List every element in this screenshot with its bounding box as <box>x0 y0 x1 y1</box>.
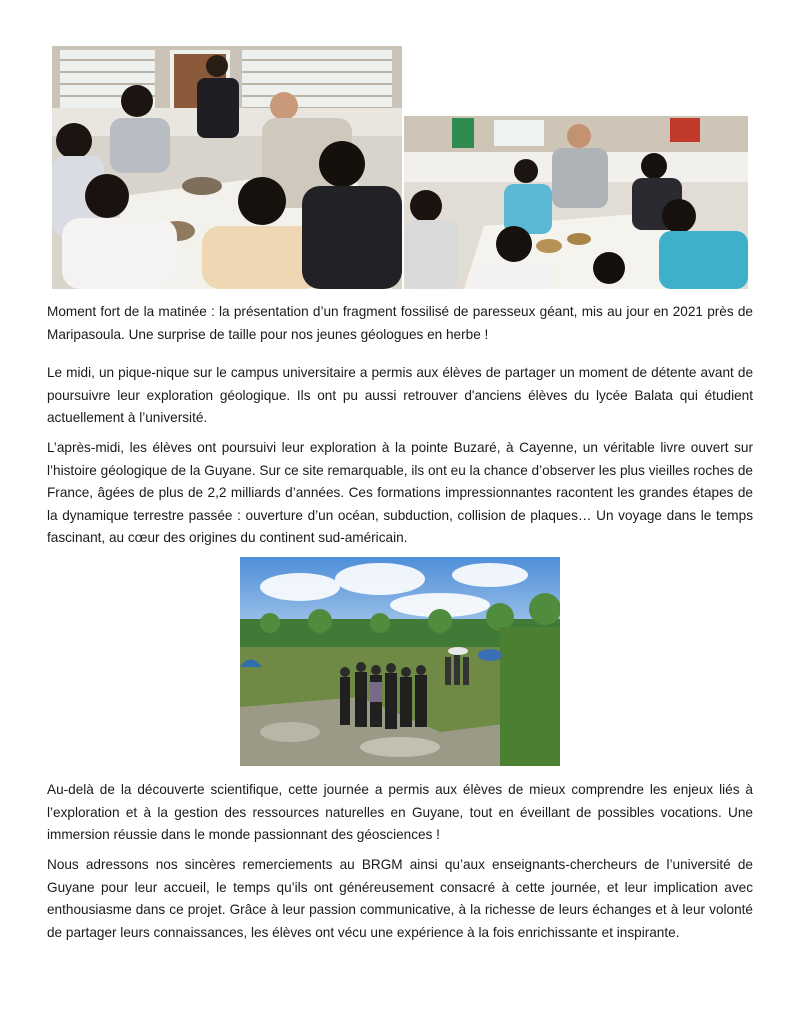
paragraph-picnic: Le midi, un pique-nique sur le campus universitaire a permis aux élèves de partager un moment de détente avant de poursuivre leur exploration géologique. Ils ont pu aussi retrouver d'anciens élèves du lycée Balata qui étudient actuellement à l’université. <box>47 365 753 425</box>
photo-lab-students-right <box>404 116 748 289</box>
paragraph-pointe-buzare: L’après-midi, les élèves ont poursuivi leur exploration à la pointe Buzaré, à Cayenne, un véritable livre ouvert sur l’histoire géologique de la Guyane. Sur ce site remarquable, ils ont eu la chance d’observer les plus vieilles roches de France, âgées de plus de 2,2 milliards d’années. Ces formations impressionnantes racontent les grandes étapes de la dynamique terrestre passée : ouverture d’un océan, subduction, collision de plaques… Un voyage dans le temps fascinant, au cœur des origines du continent sud-américain. <box>47 440 753 545</box>
paragraph-conclusion: Au-delà de la découverte scientifique, cette journée a permis aux élèves de mieux comprendre les enjeux liés à l’exploration et à la gestion des ressources naturelles en Guyane, tout en éveillant de possibles vocations. Une immersion réussie dans le monde passionnant des géosciences ! <box>47 782 753 842</box>
photo-lab-students-left <box>52 46 402 289</box>
paragraph-thanks: Nous adressons nos sincères remerciements au BRGM ainsi qu’aux enseignants-chercheurs de l’université de Guyane pour leur accueil, le temps qu’ils ont généreusement consacré à cette journée, et leur implication avec enthousiasme dans ce projet. Grâce à leur passion communicative, à la richesse de leurs échanges et à leur volonté de partager leurs connaissances, les élèves ont vécu une expérience à la fois enrichissante et inspirante. <box>47 857 753 940</box>
photo-field-trip <box>240 557 560 766</box>
paragraph-morning-fossil: Moment fort de la matinée : la présentation d’un fragment fossilisé de paresseux géant, mis au jour en 2021 près de Maripasoula. Une surprise de taille pour nos jeunes géologues en herbe ! <box>47 304 753 342</box>
